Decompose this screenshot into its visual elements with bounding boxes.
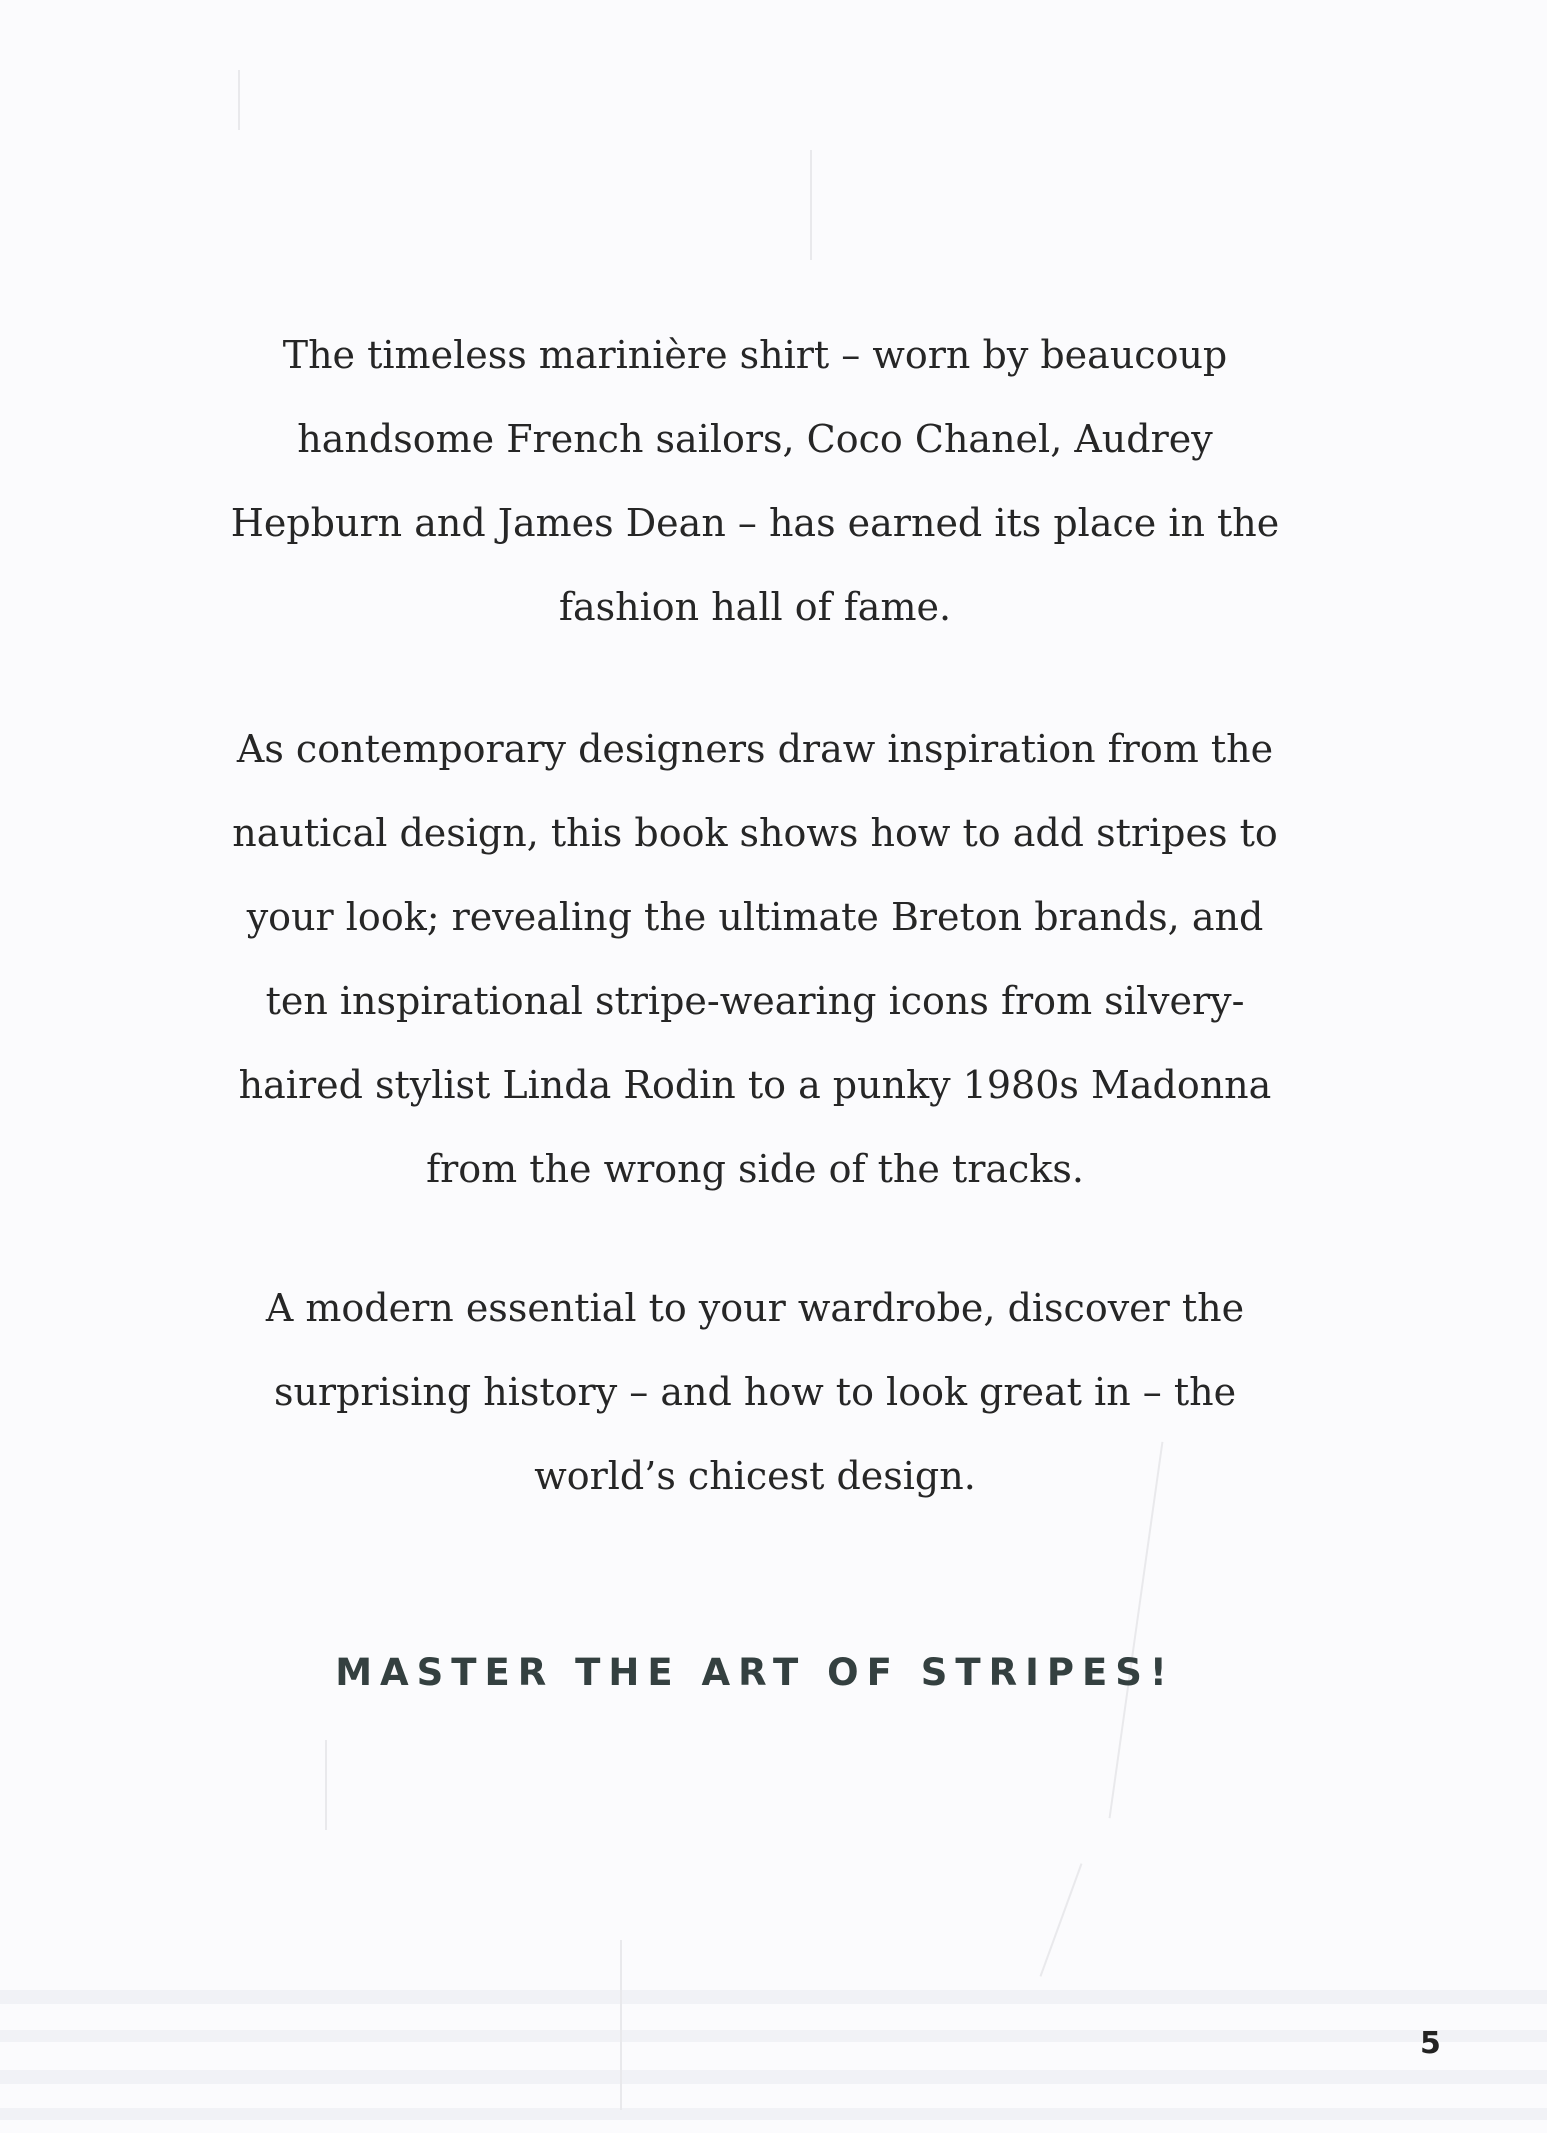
paragraph-line: As contemporary designers draw inspiration from the — [236, 727, 1274, 771]
scan-stripe — [0, 2070, 1547, 2084]
intro-paragraph — [190, 313, 1320, 649]
tagline: MASTER THE ART OF STRIPES! — [335, 1651, 1175, 1694]
paragraph-line: world’s chicest design. — [534, 1454, 976, 1498]
paragraph-line: your look; revealing the ultimate Breton brands, and — [246, 895, 1264, 939]
paragraph-line: surprising history – and how to look great in – the — [273, 1370, 1237, 1414]
paragraph-line: The timeless marinière shirt – worn by beaucoup — [282, 333, 1228, 377]
scan-scratch — [238, 70, 240, 130]
paragraph-line: from the wrong side of the tracks. — [426, 1147, 1084, 1191]
paragraph-line: haired stylist Linda Rodin to a punky 1980s Madonna — [238, 1063, 1272, 1107]
scan-scratch — [620, 1940, 622, 2110]
paragraph-line: nautical design, this book shows how to add stripes to — [232, 811, 1278, 855]
paragraph-line: A modern essential to your wardrobe, discover the — [265, 1286, 1245, 1330]
scan-scratch — [325, 1740, 327, 1830]
paragraph-line: fashion hall of fame. — [558, 585, 952, 629]
scan-stripe — [0, 1990, 1547, 2004]
scan-scratch — [810, 150, 812, 260]
paragraph-line: handsome French sailors, Coco Chanel, Audrey — [297, 417, 1213, 461]
scan-stripe — [0, 2108, 1547, 2120]
paragraph-line: Hepburn and James Dean – has earned its place in the — [230, 501, 1280, 545]
paragraph-line: ten inspirational stripe-wearing icons from silvery- — [265, 979, 1245, 1023]
closing-paragraph — [190, 1266, 1320, 1518]
page-number: 5 — [1420, 2026, 1441, 2061]
book-description-paragraph — [190, 707, 1320, 1211]
scan-stripe — [0, 2030, 1547, 2042]
scan-scratch — [1040, 1863, 1083, 1976]
